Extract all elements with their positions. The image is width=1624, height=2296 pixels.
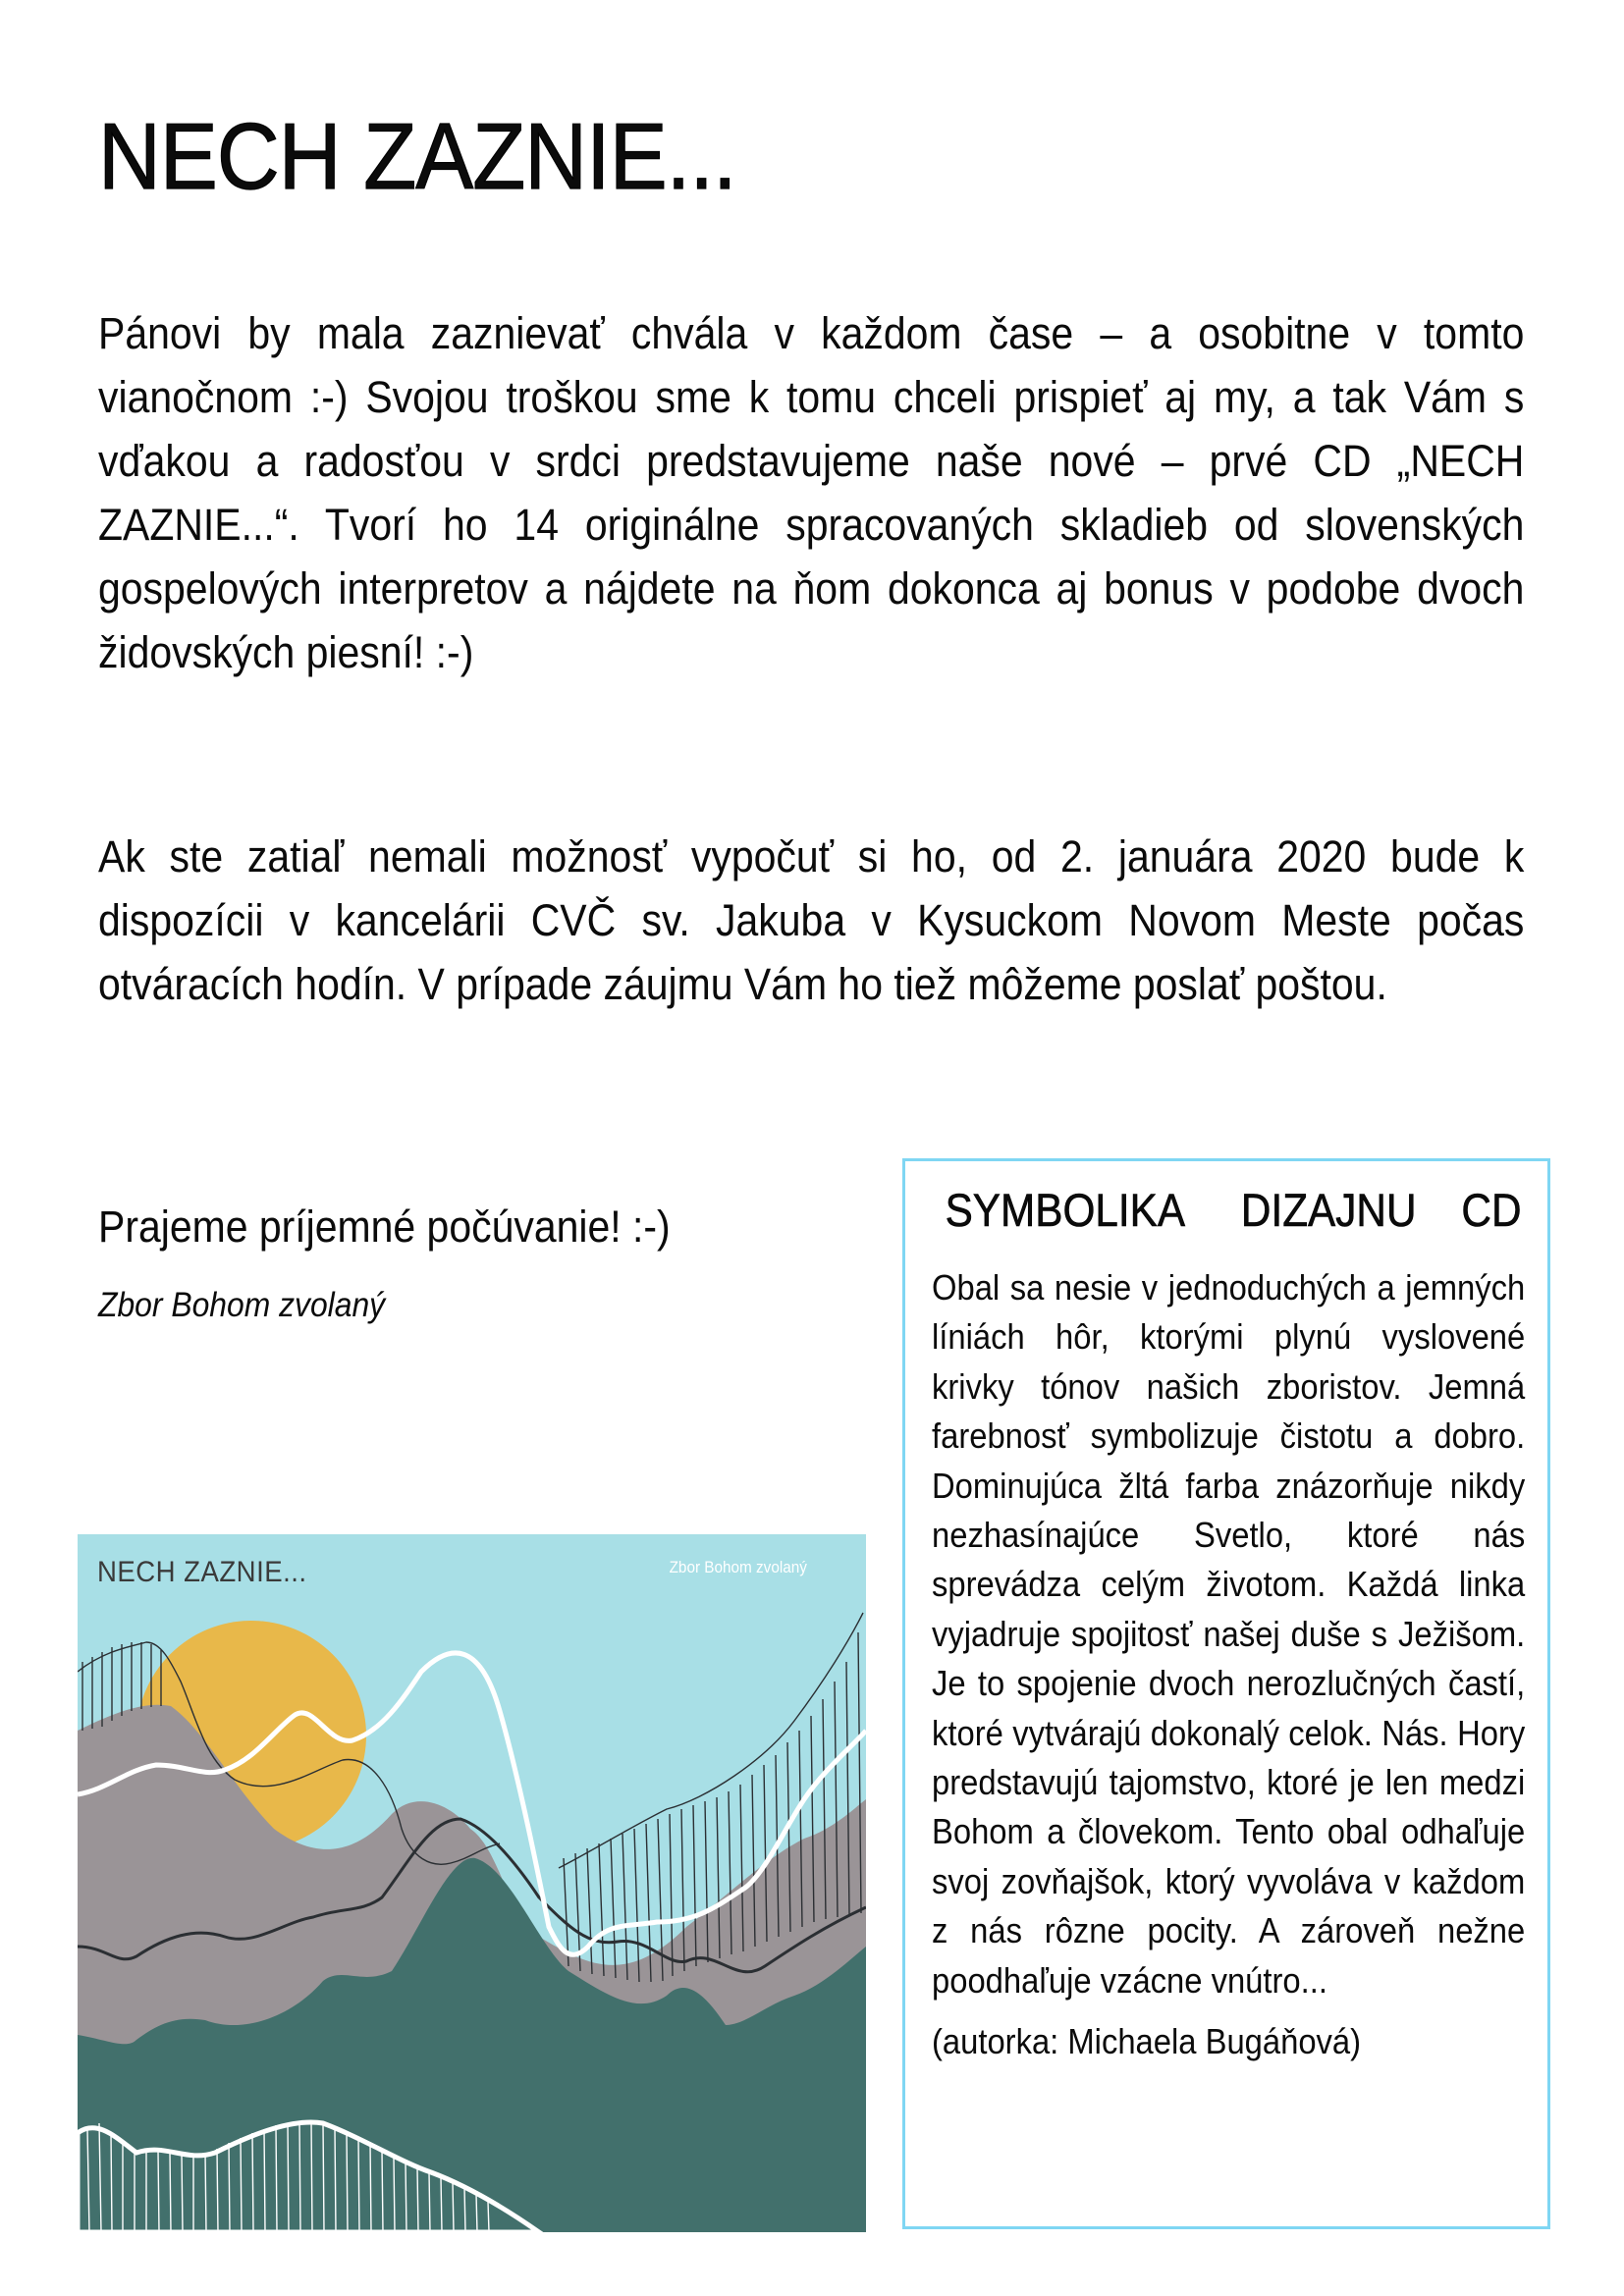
cd-cover-image <box>78 1534 866 2232</box>
intro-paragraph: Pánovi by mala zaznievať chvála v každom čase – a osobitne v tomto vianočnom :-) Svojou troškou sme k tomu chceli prispieť aj my, a tak Vám s vďakou a radosťou v srdci predstavujeme naše nové – prvé CD „NECH ZAZNIE...“. Tvorí ho 14 originálne spracovaných skladieb od slovenských gospelových interpretov a nájdete na ňom dokonca aj bonus v podobe dvoch židovských piesní! :-) <box>98 308 1525 677</box>
availability-paragraph: Ak ste zatiaľ nemali možnosť vypočuť si ho, od 2. januára 2020 bude k dispozícii v kancelárii CVČ sv. Jakuba v Kysuckom Novom Meste počas otváracích hodín. V prípade záujmu Vám ho tiež môžeme poslať poštou. <box>98 831 1525 1009</box>
cd-cover-choir: Zbor Bohom zvolaný <box>669 1558 807 1576</box>
box-heading <box>932 1183 1525 1238</box>
greeting: Prajeme príjemné počúvanie! :-) <box>98 1201 671 1252</box>
box-heading-word: SYMBOLIKA <box>945 1184 1186 1236</box>
box-author: (autorka: Michaela Bugáňová) <box>932 2021 1362 2062</box>
cd-cover-title: NECH ZAZNIE... <box>97 1556 307 1588</box>
design-symbolism-box <box>902 1158 1550 2229</box>
box-body-text: Obal sa nesie v jednoduchých a jemných líniách hôr, ktorými plynú vyslovené krivky tónov našich zboristov. Jemná farebnosť symbolizuje čistotu a dobro. Dominujúca žltá farba znázorňuje nikdy nezhasínajúce Svetlo, ktoré nás sprevádza celým životom. Každá linka vyjadruje spojitosť našej duše s Ježišom. Je to spojenie dvoch nerozlučných častí, ktoré vytvárajú dokonalý celok. Nás. Hory predstavujú tajomstvo, ktoré je len medzi Bohom a človekom. Tento obal odhaľuje svoj zovňajšok, ktorý vyvoláva v každom z nás rôzne pocity. A zároveň nežne poodhaľuje vzácne vnútro... <box>932 1267 1526 2001</box>
page-title: NECH ZAZNIE... <box>98 104 736 209</box>
box-heading-word: DIZAJNU <box>1240 1184 1417 1236</box>
signature: Zbor Bohom zvolaný <box>98 1286 386 1324</box>
box-heading-word: CD <box>1461 1184 1522 1236</box>
cd-cover-artwork <box>78 1534 866 2232</box>
